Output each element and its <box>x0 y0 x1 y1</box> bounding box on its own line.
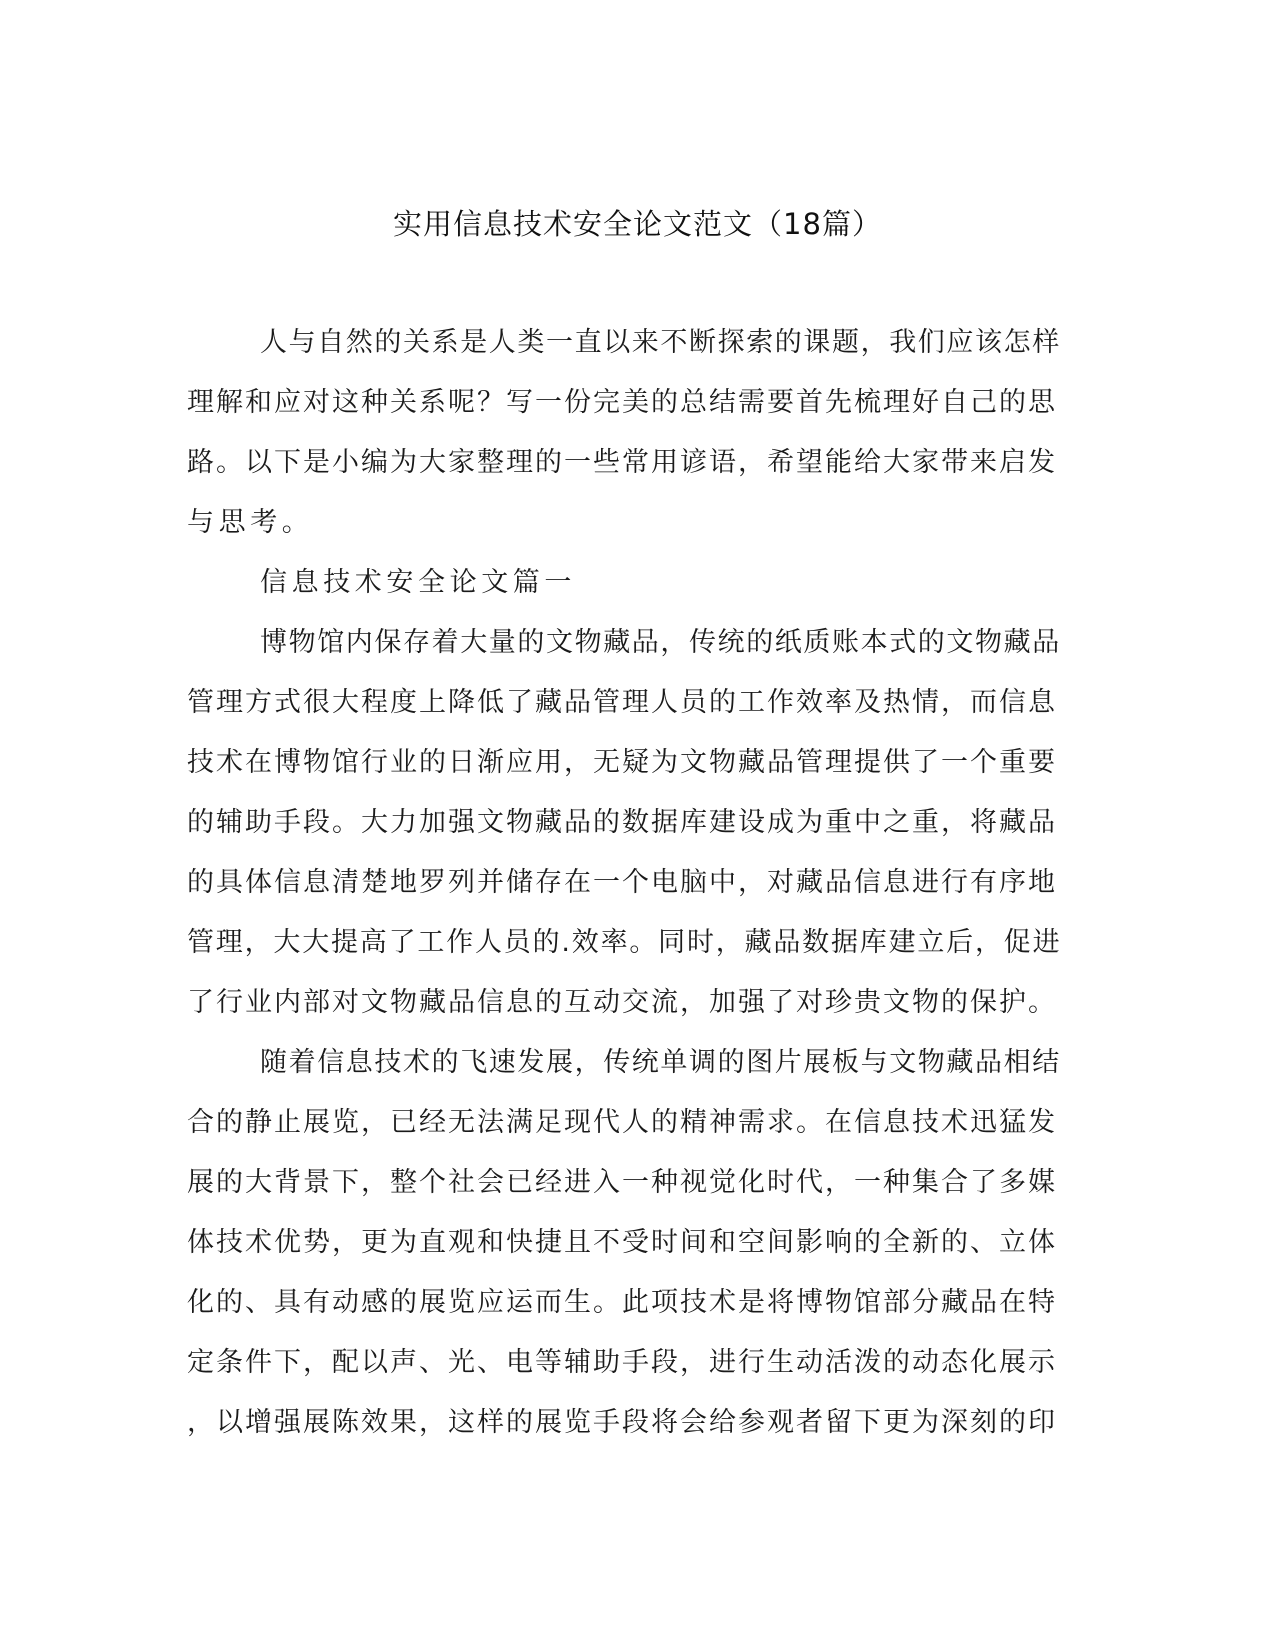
paragraph-line: ，以增强展陈效果，这样的展览手段将会给参观者留下更为深刻的印 <box>187 1407 1057 1438</box>
paragraph-line: 定条件下，配以声、光、电等辅助手段，进行生动活泼的动态化展示 <box>187 1347 1057 1378</box>
paragraph-line: 人与自然的关系是人类一直以来不断探索的课题，我们应该怎样 <box>260 327 1061 358</box>
section-heading: 信息技术安全论文篇一 <box>260 567 576 598</box>
paragraph-line: 化的、具有动感的展览应运而生。此项技术是将博物馆部分藏品在特 <box>187 1287 1057 1318</box>
paragraph-line: 技术在博物馆行业的日渐应用，无疑为文物藏品管理提供了一个重要 <box>187 747 1057 778</box>
paragraph-line: 博物馆内保存着大量的文物藏品，传统的纸质账本式的文物藏品 <box>260 627 1061 658</box>
paragraph-line: 体技术优势，更为直观和快捷且不受时间和空间影响的全新的、立体 <box>187 1227 1057 1258</box>
paragraph-line: 的辅助手段。大力加强文物藏品的数据库建设成为重中之重，将藏品 <box>187 807 1057 838</box>
paragraph-line: 随着信息技术的飞速发展，传统单调的图片展板与文物藏品相结 <box>260 1047 1061 1078</box>
paragraph-line: 合的静止展览，已经无法满足现代人的精神需求。在信息技术迅猛发 <box>187 1107 1057 1138</box>
paragraph-line: 的具体信息清楚地罗列并储存在一个电脑中，对藏品信息进行有序地 <box>187 867 1057 898</box>
paragraph-line: 展的大背景下，整个社会已经进入一种视觉化时代，一种集合了多媒 <box>187 1167 1057 1198</box>
document-title: 实用信息技术安全论文范文（18篇） <box>393 207 882 241</box>
paragraph-line: 管理，大大提高了工作人员的.效率。同时，藏品数据库建立后，促进 <box>187 927 1062 958</box>
paragraph-line: 理解和应对这种关系呢？写一份完美的总结需要首先梳理好自己的思 <box>187 387 1057 418</box>
paragraph-line: 管理方式很大程度上降低了藏品管理人员的工作效率及热情，而信息 <box>187 687 1057 718</box>
paragraph-line: 路。以下是小编为大家整理的一些常用谚语，希望能给大家带来启发 <box>187 447 1057 478</box>
paragraph-line: 了行业内部对文物藏品信息的互动交流，加强了对珍贵文物的保护。 <box>187 987 1057 1018</box>
paragraph-line: 与思考。 <box>187 507 314 538</box>
